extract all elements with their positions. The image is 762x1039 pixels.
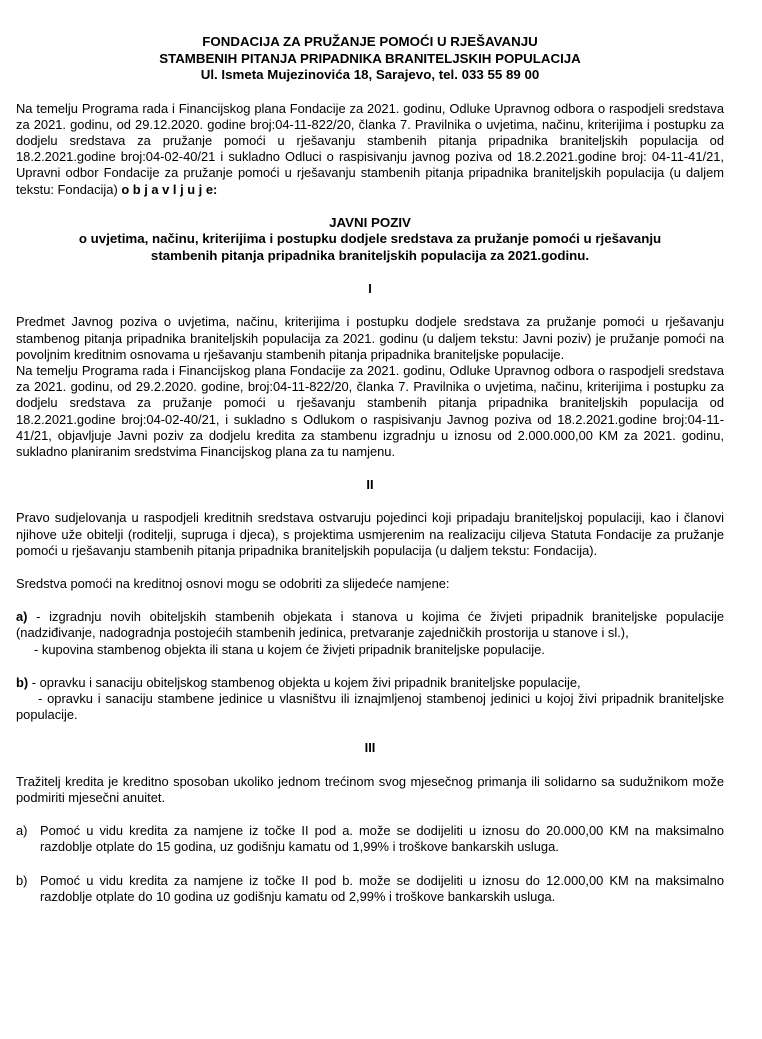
section-2-item-b: b) - opravku i sanaciju obiteljskog stambenog objekta u kojem živi pripadnik braniteljske populacije, <box>16 674 581 690</box>
list-item-marker: a) <box>16 823 28 839</box>
list-item-text: Pomoć u vidu kredita za namjene iz točke II pod a. može se dodijeliti u iznosu do 20.000,00 KM na maksimalno razdoblje otplate do 15 godina, uz godišnju kamatu od 1,99% i troškove bankarskih usluga. <box>40 823 724 855</box>
item-b-label: b) <box>16 674 29 690</box>
document-page <box>16 34 724 905</box>
section-2-item-a-2: - kupovina stambenog objekta ili stana u kojem će živjeti pripadnik braniteljske populacije. <box>34 641 545 657</box>
section-2-item-b-2: - opravku i sanaciju stambene jedinice u vlasništvu ili iznajmljenoj stambenoj jedinici u kojoj živi pripadnik braniteljske populacije. <box>16 691 724 723</box>
section-heading-2: II <box>366 477 374 493</box>
list-item-marker: b) <box>16 872 28 888</box>
list-item <box>16 823 724 855</box>
section-heading-3: III <box>364 740 376 756</box>
section-2-paragraph-1: Pravo sudjelovanja u raspodjeli kreditnih sredstava ostvaruju pojedinci koji pripadaju braniteljskoj populaciji, kao i članovi njihove uže obitelji (roditelji, supruga i djeca), s projektima usmjerenim na realizaciju ciljeva Statuta Fondacije za pružanje pomoći u rješavanju stambenih pitanja pripadnika braniteljskih populacija (u daljem tekstu: Fondacija). <box>16 510 724 558</box>
section-1-paragraph-2: Na temelju Programa rada i Financijskog plana Fondacije za 2021. godinu, Odluke Upravnog odbora o raspodjeli sredstava za 2021. godinu, od 29.2.2020. godine, broj:04-11-822/20, članka 7. Pravilnika o uvjetima, načinu, kriterijima i postupku za dodjelu sredstava za pružanje pomoći u rješavanju stambenih pitanja pripadnika braniteljskih populacija od 18.2.2021.godine broj:04-02-40/21, i sukladno s Odlukom o raspisivanju Javnog poziva od 18.2.2021.godine broj:04-11-41/21, objavljuje Javni poziv za dodjelu kredita za stambenu izgradnju u iznosu od 2.000.000,00 KM za 2021. godinu, sukladno planiranim sredstvima Financijskog plana za tu namjenu. <box>16 363 724 460</box>
section-2-paragraph-2: Sredstva pomoći na kreditnoj osnovi mogu se odobriti za slijedeće namjene: <box>16 576 450 592</box>
call-title-sub-1: o uvjetima, načinu, kriterijima i postupku dodjele sredstava za pružanje pomoći u rješavanju <box>78 231 662 247</box>
header-address: Ul. Ismeta Mujezinovića 18, Sarajevo, tel. 033 55 89 00 <box>200 67 540 82</box>
section-heading-1: I <box>368 281 372 297</box>
list-item-text: Pomoć u vidu kredita za namjene iz točke II pod b. može se dodijeliti u iznosu do 12.000,00 KM na maksimalno razdoblje otplate do 10 godina uz godišnju kamatu od 2,99% i troškove bankarskih usluga. <box>40 872 724 904</box>
call-title-sub-2: stambenih pitanja pripadnika braniteljskih populacija za 2021.godinu. <box>150 247 590 263</box>
call-title-main: JAVNI POZIV <box>329 214 411 230</box>
item-a-label: a) <box>16 609 28 625</box>
document-header <box>16 34 724 84</box>
intro-paragraph: Na temelju Programa rada i Financijskog plana Fondacije za 2021. godinu, Odluke Upravnog odbora o raspodjeli sredstava za 2021. godinu, od 29.12.2020. godine broj:04-11-822/20, članka 7. Pravilnika o uvjetima, načinu, kriterijima i postupku za dodjelu sredstava za pružanje pomoći u rješavanju stambenih pitanja pripadnika braniteljskih populacija od 18.2.2021.godine broj:04-02-40/21 i sukladno Odluci o raspisivanju javnog poziva od 18.2.2021.godine broj: 04-11-41/21, Upravni odbor Fondacije za pružanje pomoći u rješavanju stambenih pitanja pripadnika braniteljskih populacija (u daljem tekstu: Fondacija) o b j a v l j u j e: <box>16 100 724 197</box>
section-3-paragraph-1: Tražitelj kredita je kreditno sposoban ukoliko jednom trećinom svog mjesečnog primanja ili solidarno sa sudužnikom može podmiriti mjesečni anuitet. <box>16 773 724 805</box>
list-item <box>16 873 724 905</box>
call-title <box>16 215 724 265</box>
intro-bold-end: o b j a v l j u j e: <box>121 181 218 197</box>
header-line-2: STAMBENIH PITANJA PRIPADNIKA BRANITELJSKIH POPULACIJA <box>159 50 581 66</box>
section-2-item-a: a) - izgradnju novih obiteljskih stambenih objekata i stanova u kojima će živjeti pripadnik braniteljske populacije (nadziđivanje, nadogradnja postojećih stambenih jedinica, pretvaranje zajedničkih prostorija u stanove i sl.), <box>16 609 724 641</box>
section-1-paragraph-1: Predmet Javnog poziva o uvjetima, načinu, kriterijima i postupku dodjele sredstava za pružanje pomoći u rješavanju stambenog pitanja pripadnika braniteljskih populacija za 2021. godinu (u daljem tekstu: Javni poziv) je pružanje pomoći na povoljnim kreditnim osnovama u rješavanju stambenih pitanja pripadnika braniteljske populacije. <box>16 314 724 362</box>
header-line-1: FONDACIJA ZA PRUŽANJE POMOĆI U RJEŠAVANJU <box>202 34 538 49</box>
